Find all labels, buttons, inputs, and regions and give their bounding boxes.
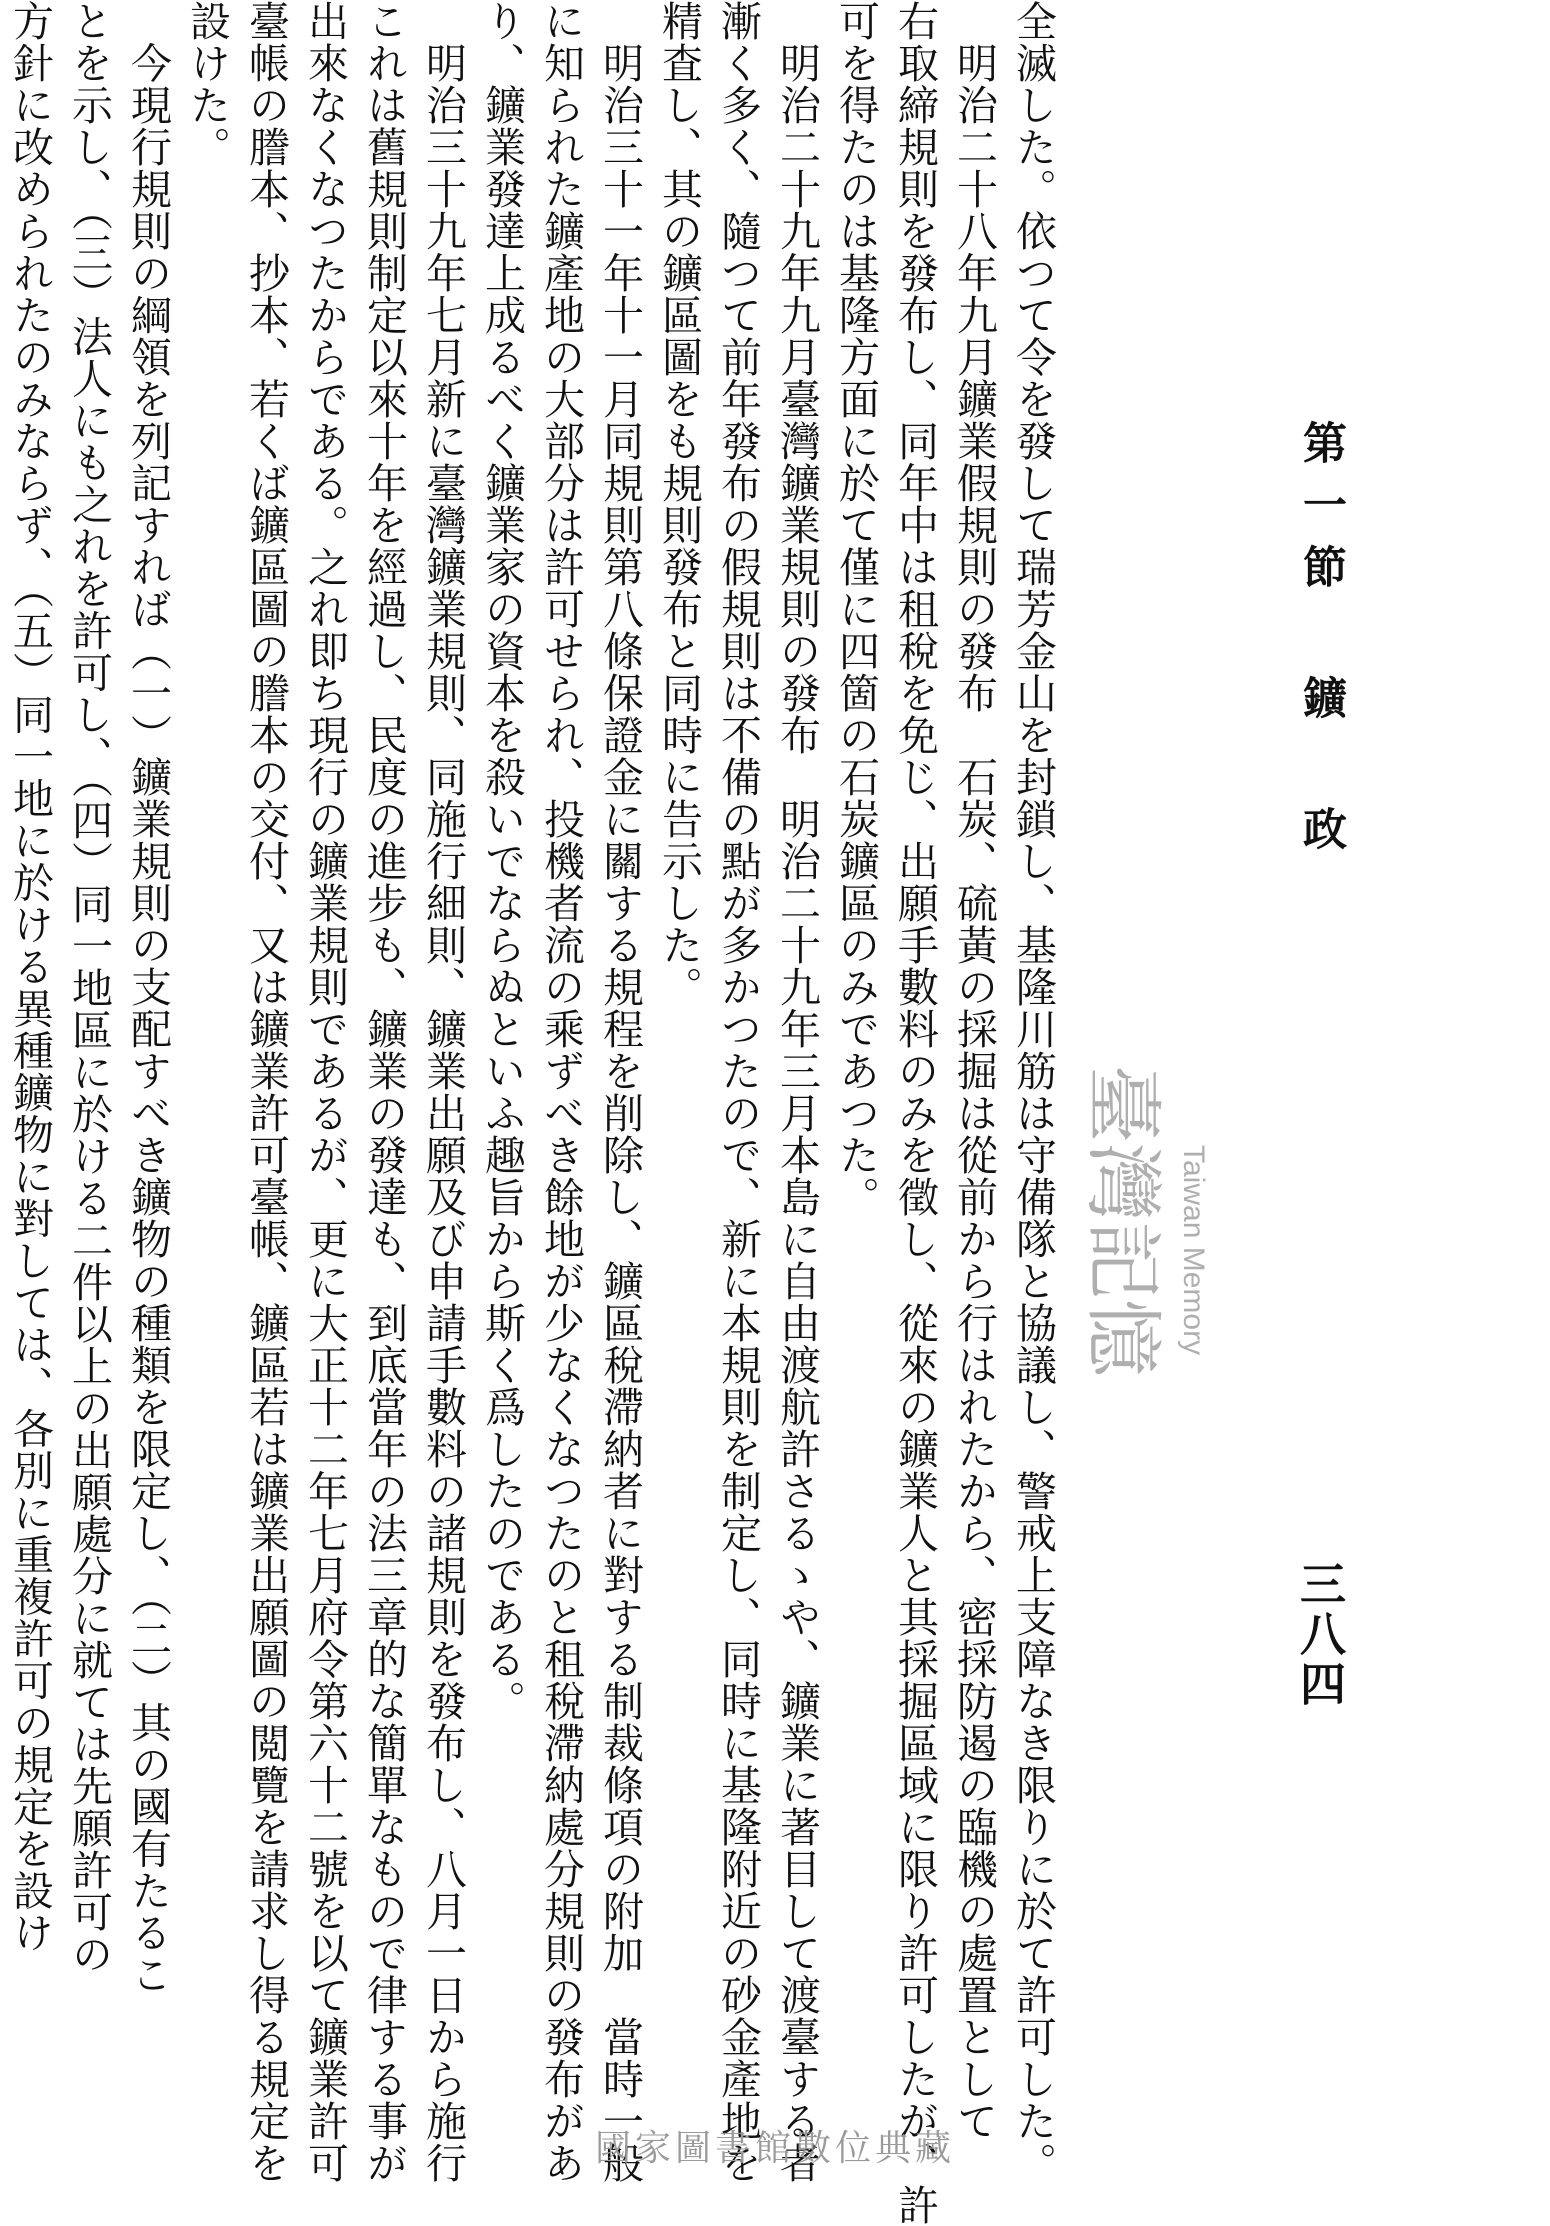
text-column: 明治三十九年七月新に臺灣鑛業規則、同施行細則、鑛業出願及び申請手數料の諸規則を發布し、八月一日から施行 [419, 0, 467, 2184]
text-column: 漸く多く、隨つて前年發布の假規則は不備の點が多かつたので、新に本規則を制定し、同時に基隆附近の砂金產地を [714, 0, 762, 2184]
text-column: り、鑛業發達上成るべく鑛業家の資本を殺いでならぬといふ趣旨から斯く爲したのである。 [478, 0, 526, 1722]
text-column: 明治二十九年九月臺灣鑛業規則の發布 明治二十九年三月本島に自由渡航許さるゝや、鑛業に著目して渡臺する者 [773, 0, 821, 2184]
text-column: 臺帳の謄本、抄本、若くば鑛區圖の謄本の交付、又は鑛業許可臺帳、鑛區若は鑛業出願圖の閲覽を請求し得る規定を [242, 0, 290, 2184]
text-column: 明治二十八年九月鑛業假規則の發布 石炭、硫黃の採掘は從前から行はれたから、密採防遏の臨機の處置として [950, 0, 998, 2142]
text-column: 右取締規則を發布し、同年中は租稅を免じ、出願手數料のみを徵し、從來の鑛業人と其採掘區域に限り許可したが、許 [891, 0, 939, 2226]
text-column: 可を得たのは基隆方面に於て僅に四箇の石炭鑛區のみであつた。 [832, 0, 880, 1218]
text-column: 全滅した。依つて令を發して瑞芳金山を封鎖し、基隆川筋は守備隊と協議し、警戒上支障なき限りに於て許可した。 [1009, 0, 1057, 2184]
text-column: に知られた鑛產地の大部分は許可せられ、投機者流の乘ずべき餘地が少なくなつたのと租稅滯納處分規則の發布があ [537, 0, 585, 2184]
text-column: とを示し、（三）法人にも之れを許可し、（四）同一地區に於ける二件以上の出願處分に就ては先願許可の [65, 0, 113, 1975]
text-column: 設けた。 [183, 0, 231, 168]
watermark-english: Taiwan Memory [1177, 1145, 1210, 1356]
text-column: 今現行規則の綱領を列記すれば（一）鑛業規則の支配すべき鑛物の種類を限定し、（二）其の國有たるこ [124, 0, 172, 1996]
text-column: 精査し、其の鑛區圖をも規則發布と同時に告示した。 [655, 0, 703, 1008]
text-column: 出來なくなつたからである。之れ即ち現行の鑛業規則であるが、更に大正十二年七月府令第六十二號を以て鑛業許可 [301, 0, 349, 2184]
watermark-cjk: 臺灣記憶 [1077, 1065, 1167, 1378]
text-column: 方針に改められたのみならず、（五）同一地に於ける異種鑛物に對しては、各別に重複許可の規定を設け [6, 0, 54, 1954]
text-column: 明治三十一年十一月同規則第八條保證金に關する規程を削除し、鑛區稅滯納者に對する制裁條項の附加 當時一般 [596, 0, 644, 2184]
footer-collection-credit: 國家圖書館數位典藏 [594, 2128, 955, 2169]
text-column: これは舊規則制定以來十年を經過し、民度の進步も、鑛業の發達も、到底當年の法三章的な簡單なもので律する事が [360, 0, 408, 2184]
page-number: 三八四 [1293, 1560, 1347, 1710]
section-title: 第一節 鑛 政 [1295, 420, 1346, 868]
